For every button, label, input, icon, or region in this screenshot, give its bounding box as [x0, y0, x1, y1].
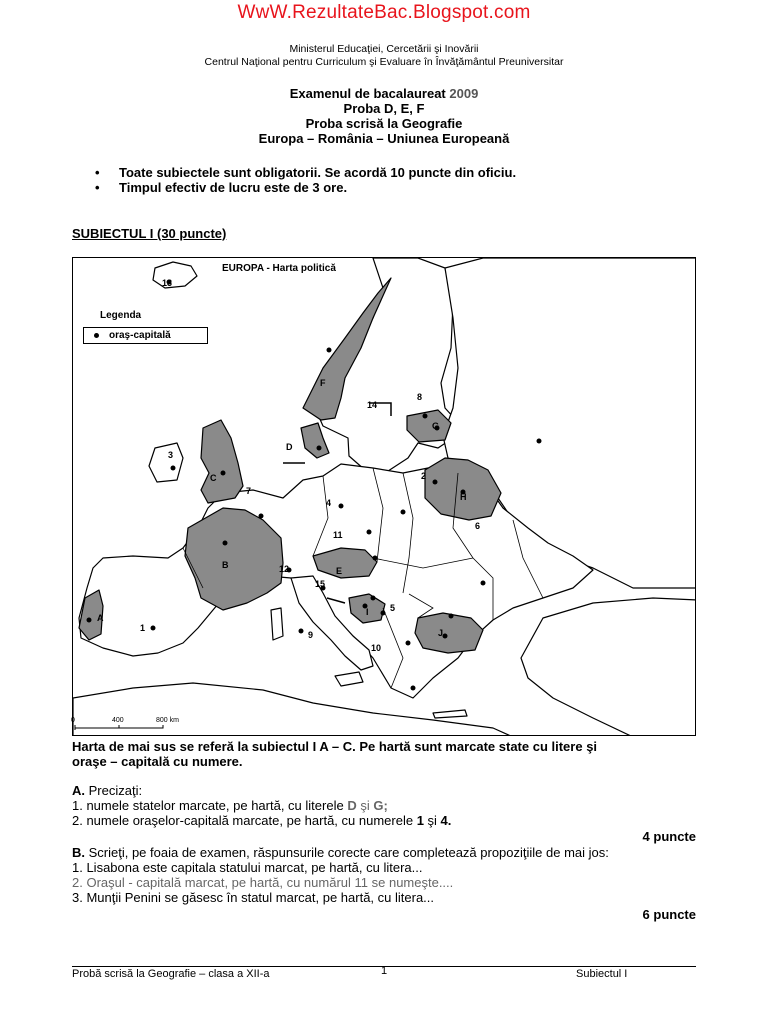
turkey-shape: [521, 598, 696, 736]
intro-line-1: Harta de mai sus se referă la subiectul I A – C. Pe hartă sunt marcate state cu litere şi: [72, 739, 598, 754]
city-label-15: 15: [315, 579, 326, 589]
ireland-shape: [149, 443, 183, 482]
exam-line-4: Europa – România – Uniunea Europeană: [258, 131, 510, 146]
state-shape-bulgaria: [415, 613, 483, 653]
state-label-i: I: [366, 607, 369, 617]
footer-left: Probă scrisă la Geografie – clasa a XII-a: [72, 968, 270, 980]
iceland-shape: [153, 262, 197, 288]
exam-line-2: Proba D, E, F: [343, 101, 425, 116]
state-shape-denmark: [301, 423, 329, 458]
exam-name: Examenul de bacalaureat: [289, 86, 446, 101]
section-b-heading: [72, 845, 609, 860]
sicily-shape: [335, 672, 363, 686]
page-number: 1: [381, 965, 388, 977]
site-watermark: WwW.RezultateBac.Blogspot.com: [237, 2, 531, 23]
city-label-13: 13: [162, 278, 173, 288]
ministry-line-2: Centrul Naţional pentru Curriculum şi Evaluare în Învăţământul Preuniversitar: [204, 56, 564, 68]
number-4: 4.: [440, 813, 452, 828]
section-a-heading-text: Precizaţi:: [85, 783, 143, 798]
exam-line-1: [0, 86, 768, 101]
scale-0: 0: [71, 717, 75, 724]
section-a-points: 4 puncte: [642, 829, 696, 844]
city-label-10: 10: [371, 643, 382, 653]
instructions-list: [92, 165, 516, 195]
section-a: [72, 783, 451, 828]
city-label-4: 4: [326, 498, 332, 508]
subject-title: SUBIECTUL I (30 puncte): [72, 226, 227, 241]
instruction-item: • Timpul efectiv de lucru este de 3 ore.: [92, 180, 516, 195]
instruction-item: • Toate subiectele sunt obligatorii. Se acordă 10 puncte din oficiu.: [92, 165, 516, 180]
city-label-11: 11: [333, 530, 343, 540]
legend-box: [83, 327, 208, 344]
legend-item: oraş-capitală: [109, 330, 171, 341]
sardinia-shape: [271, 608, 283, 640]
letter-d: D: [347, 798, 357, 813]
city-label-3: 3: [168, 450, 174, 460]
item-text: 2. numele oraşelor-capitală marcate, pe hartă, cu numerele: [72, 813, 417, 828]
exam-line-3: Proba scrisă la Geografie: [305, 116, 463, 131]
city-label-14: 14: [367, 400, 378, 410]
map-intro: [72, 739, 597, 769]
conj: şi: [356, 798, 374, 813]
state-shape-uk: [201, 420, 243, 503]
state-label-h: H: [460, 492, 467, 502]
letter-g: G;: [373, 798, 388, 813]
scale-400: 400: [112, 717, 124, 724]
state-label-b: B: [222, 560, 229, 570]
section-a-heading: [72, 783, 451, 798]
city-label-2: 2: [421, 471, 427, 481]
conj: şi: [423, 813, 441, 828]
map-title: EUROPA - Harta politică: [222, 263, 336, 274]
state-label-j: J: [438, 628, 444, 638]
city-label-12: 12: [279, 564, 290, 574]
section-b-item-1: 1. Lisabona este capitala statului marcat, pe hartă, cu litera...: [72, 860, 423, 875]
scale-800: 800 km: [156, 717, 179, 724]
section-b-item-3: 3. Munţii Penini se găsesc în statul marcat, pe hartă, cu litera...: [72, 890, 435, 905]
section-b: [72, 845, 609, 905]
legend-title: Legenda: [100, 310, 142, 321]
city-label-7: 7: [246, 486, 252, 496]
city-label-8: 8: [417, 392, 423, 402]
section-a-item-1: [72, 798, 451, 813]
state-label-f: F: [320, 378, 326, 388]
state-label-a: A: [97, 613, 104, 623]
ministry-header: [0, 43, 768, 69]
city-label-6: 6: [475, 521, 481, 531]
section-a-label: A.: [72, 783, 85, 798]
state-label-e: E: [336, 566, 343, 576]
capital-dot-icon: [94, 333, 99, 338]
city-label-1: 1: [140, 623, 146, 633]
city-label-5: 5: [390, 603, 396, 613]
item-text: 1. numele statelor marcate, pe hartă, cu literele: [72, 798, 348, 813]
section-b-points: 6 puncte: [642, 907, 696, 922]
section-a-item-2: [72, 813, 451, 828]
footer-right: Subiectul I: [576, 968, 628, 980]
section-b-item-2: 2. Oraşul - capitală marcat, pe hartă, cu numărul 11 se numeşte....: [72, 875, 454, 890]
section-b-label: B.: [72, 845, 85, 860]
state-label-d: D: [286, 442, 293, 452]
crete-shape: [433, 710, 467, 718]
state-label-g: G: [432, 421, 440, 431]
section-b-heading-text: Scrieţi, pe foaia de examen, răspunsurile corecte care completează propoziţiile de mai jos:: [85, 845, 609, 860]
city-label-9: 9: [308, 630, 314, 640]
state-label-c: C: [210, 473, 217, 483]
number-1: 1: [416, 813, 424, 828]
intro-line-2: oraşe – capitală cu numere.: [72, 754, 243, 769]
exam-year: 2009: [449, 86, 479, 101]
exam-title: [0, 86, 768, 146]
ministry-line-1: Ministerul Educaţiei, Cercetării şi Inovării: [289, 43, 479, 55]
